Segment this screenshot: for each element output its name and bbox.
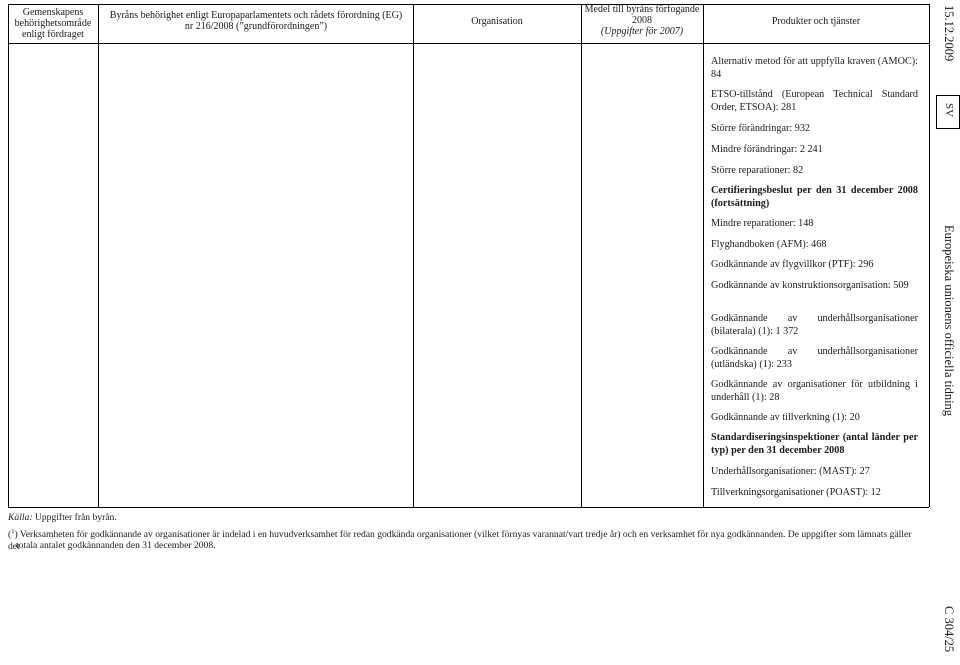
table-right-border xyxy=(929,4,930,507)
footnote-continuation: totala antalet godkännanden den 31 december 2008. xyxy=(16,540,216,551)
entry-maintenance-bilateral: Godkännande av underhållsorganisationer (bilaterala) (1): 1 372 xyxy=(711,313,918,337)
source-note xyxy=(8,512,117,524)
entry-standardisation-heading: Standardiseringsinspektioner (antal länder per typ) per den 31 december 2008 xyxy=(711,432,918,456)
column-divider-4 xyxy=(703,4,704,507)
table-left-border xyxy=(8,4,9,507)
footnote-marker: 1 xyxy=(11,528,15,535)
source-label: Källa: xyxy=(8,512,33,523)
entry-maintenance-foreign: Godkännande av underhållsorganisationer (utländska) (1): 233 xyxy=(711,346,918,370)
publication-date: 15.12.2009 xyxy=(942,5,956,62)
header-resources: Medel till byråns förfogande 2008 xyxy=(584,4,700,26)
entry-minor-repairs: Mindre reparationer: 148 xyxy=(711,218,814,229)
entry-minor-changes: Mindre förändringar: 2 241 xyxy=(711,144,823,155)
source-text: Uppgifter från byrån. xyxy=(34,512,117,523)
column-divider-2 xyxy=(413,4,414,507)
entry-major-changes: Större förändringar: 932 xyxy=(711,123,811,134)
entry-poast: Tillverkningsorganisationer (POAST): 12 xyxy=(711,487,881,498)
entry-production-approval: Godkännande av tillverkning (1): 20 xyxy=(711,412,860,423)
footnote-line-1: Verksamheten för godkännande av organisationer är indelad i en huvudverksamhet för redan godkända organisationer (vilket förnyas varannat/vart tredje år) och en verksamhet för nya godkännanden. De uppgifter som lämnats gäller det xyxy=(8,529,912,553)
header-competence-area: Gemenskapens behörighetsområde enligt fördraget xyxy=(14,7,92,40)
header-agency-competence: Byråns behörighet enligt Europaparlamentets och rådets förordning (EG) nr 216/2008 (”grundförordningen”) xyxy=(109,10,403,32)
header-products-services: Produkter och tjänster xyxy=(771,16,861,27)
language-code: SV xyxy=(943,103,955,118)
journal-title: Europeiska unionens officiella tidning xyxy=(942,225,956,417)
entry-etsoa: ETSO-tillstånd (European Technical Standard Order, ETSOA): 281 xyxy=(711,89,918,113)
column-divider-1 xyxy=(98,4,99,507)
header-resources-note: (Uppgifter för 2007) xyxy=(600,26,684,37)
entry-design-org-approval: Godkännande av konstruktionsorganisation: 509 xyxy=(711,280,909,291)
entry-maintenance-training: Godkännande av organisationer för utbildning i underhåll (1): 28 xyxy=(711,379,918,403)
column-divider-3 xyxy=(581,4,582,507)
table-top-border xyxy=(8,4,929,5)
header-organisation: Organisation xyxy=(471,16,523,27)
table-bottom-border xyxy=(8,507,929,508)
entry-afm: Flyghandboken (AFM): 468 xyxy=(711,239,827,250)
entry-ptf: Godkännande av flygvillkor (PTF): 296 xyxy=(711,259,874,270)
entry-certification-decisions-heading: Certifieringsbeslut per den 31 december 2008 (fortsättning) xyxy=(711,185,918,209)
entry-major-repairs: Större reparationer: 82 xyxy=(711,165,804,176)
page-reference: C 304/25 xyxy=(942,606,956,653)
language-badge xyxy=(936,95,960,129)
footnote: ($^1$) Verksamheten för godkännande av organisationer är indelad i en huvudverksamhet för redan godkända organisationer (vilket förnyas varannat/vart tredje år) och en verksamhet för nya godkännanden. De uppgifter som lämnats gäller det xyxy=(8,528,912,553)
entry-amoc: Alternativ metod för att uppfylla kraven (AMOC): 84 xyxy=(711,56,918,80)
entry-mast: Underhållsorganisationer: (MAST): 27 xyxy=(711,466,870,477)
header-bottom-border xyxy=(8,43,929,44)
